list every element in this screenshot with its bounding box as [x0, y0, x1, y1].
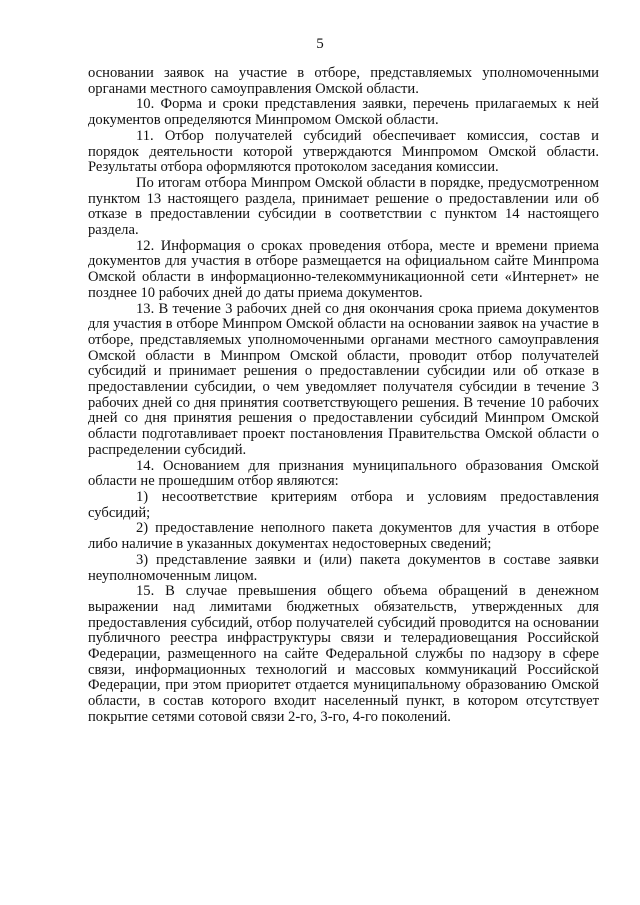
paragraph-14: 14. Основанием для признания муниципального образования Омской области не прошедшим отбор являются: — [88, 457, 599, 490]
paragraph-continuation: основании заявок на участие в отборе, представляемых уполномоченными органами местного самоуправления Омской области. — [88, 65, 599, 97]
paragraph-14-item-1: 1) несоответствие критериям отбора и условиям предоставления субсидий; — [88, 488, 599, 521]
paragraph-11: 11. Отбор получателей субсидий обеспечивает комиссия, состав и порядок деятельности которой утверждаются Минпромом Омской области. Результаты отбора оформляются протоколом заседания комиссии. — [88, 127, 599, 176]
paragraph-12: 12. Информация о сроках проведения отбора, месте и времени приема документов для участия в отборе размещается на официальном сайте Минпрома Омской области в информационно-телекоммуникационной сети «Интернет» не позднее 10 рабочих дней до даты приема документов. — [88, 237, 599, 301]
paragraph-10: 10. Форма и сроки представления заявки, перечень прилагаемых к ней документов определяются Минпромом Омской области. — [88, 96, 599, 129]
page-number: 5 — [316, 36, 324, 52]
paragraph-15: 15. В случае превышения общего объема обращений в денежном выражении над лимитами бюджетных обязательств, утвержденных для предоставления субсидий, отбор получателей субсидий проводится на основании публичного реестра инфраструктуры связи и телерадиовещания Российской Федерации, размещенного на сайте Федеральной службы по надзору в сфере связи, информационных технологий и массовых коммуникаций Российской Федерации, при этом приоритет отдается муниципальному образованию Омской области, в состав которого входит населенный пункт, в котором отсутствует покрытие сетями сотовой связи 2-го, 3-го, 4-го поколений. — [88, 583, 599, 725]
paragraph-13: 13. В течение 3 рабочих дней со дня окончания срока приема документов для участия в отборе Минпром Омской области на основании заявок на участие в отборе, представляемых уполномоченными органами местного самоуправления Омской области в Минпром Омской области, проводит отбор получателей субсидий и принимает решения о предоставлении субсидии или об отказе в предоставлении субсидии, о чем уведомляет получателя субсидии в течение 3 рабочих дней со дня принятия соответствующего решения. В течение 10 рабочих дней со дня принятия решения о предоставлении субсидий Минпром Омской области подготавливает проект постановления Правительства Омской области о распределении субсидий. — [88, 300, 599, 458]
document-body — [88, 66, 599, 726]
paragraph-14-item-2: 2) предоставление неполного пакета документов для участия в отборе либо наличие в указанных документах недостоверных сведений; — [88, 520, 599, 553]
paragraph-11-results: По итогам отбора Минпром Омской области в порядке, предусмотренном пунктом 13 настоящего раздела, принимает решение о предоставлении или об отказе в предоставлении субсидии в соответствии с пунктом 14 настоящего раздела. — [88, 174, 599, 239]
paragraph-14-item-3: 3) представление заявки и (или) пакета документов в составе заявки неуполномоченным лицом. — [88, 551, 599, 584]
